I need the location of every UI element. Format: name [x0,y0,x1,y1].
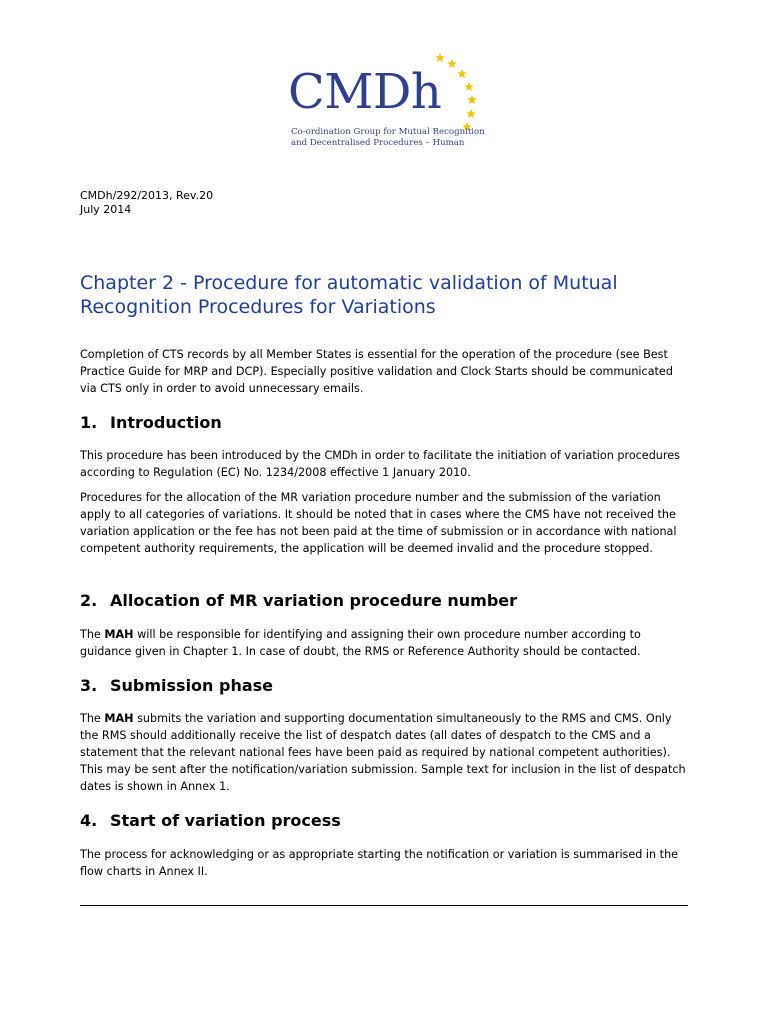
section-heading-start-of-variation [80,811,341,831]
cmdh-logo [258,40,518,190]
logo-wordmark: CMDh [288,64,442,120]
section-title: Allocation of MR variation procedure number [110,591,518,610]
chapter-title: Chapter 2 - Procedure for automatic validation of Mutual Recognition Procedures for Variations [80,272,618,318]
logo-subtitle-line1: Co-ordination Group for Mutual Recognition [291,127,485,137]
document-reference [80,189,213,217]
section-heading-introduction [80,413,222,433]
logo-subtitle [291,127,521,149]
introduction-paragraph-2: Procedures for the allocation of the MR variation procedure number and the submission of the variation apply to all categories of variations. It should be noted that in cases where the CMS have not received the variation application or the fee has not been paid at the time of submission or in accordance with national competent authority requirements, the application will be deemed invalid and the procedure stopped. [80,491,677,555]
star-icon [435,53,445,62]
text-run: The [80,628,105,641]
star-icon [447,59,457,68]
section-number: 4. [80,811,98,830]
document-date: July 2014 [80,203,132,216]
footer-divider [80,905,688,906]
text-run: submits the variation and supporting documentation simultaneously to the RMS and CMS. Only the RMS should additionally receive the list of despatch dates (all dates of despatch to the CMS and a statement that the relevant national fees have been paid as required by national competent authorities). This may be sent after the notification/variation submission. Sample text for inclusion in the list of despatch dates is shown in Annex 1. [80,712,686,793]
submission-paragraph [80,710,690,795]
intro-paragraph: Completion of CTS records by all Member States is essential for the operation of the procedure (see Best Practice Guide for MRP and DCP). Especially positive validation and Clock Starts should be communicated via CTS only in order to avoid unnecessary emails. [80,348,673,395]
section-title: Introduction [110,413,222,432]
star-icon [466,109,476,118]
section-number: 3. [80,676,98,695]
section-number: 2. [80,591,98,610]
section-heading-submission [80,676,273,696]
star-icon [457,69,467,78]
allocation-paragraph [80,626,690,660]
text-run: will be responsible for identifying and assigning their own procedure number according to guidance given in Chapter 1. In case of doubt, the RMS or Reference Authority should be contacted. [80,628,641,658]
introduction-paragraph-1: This procedure has been introduced by the CMDh in order to facilitate the initiation of variation procedures according to Regulation (EC) No. 1234/2008 effective 1 January 2010. [80,449,680,479]
text-run: The [80,712,105,725]
start-of-variation-paragraph: The process for acknowledging or as appropriate starting the notification or variation is summarised in the flow charts in Annex II. [80,848,679,878]
star-icon [464,82,474,91]
mah-term: MAH [104,712,134,725]
section-title: Start of variation process [110,811,341,830]
star-icon [467,95,477,104]
section-number: 1. [80,413,98,432]
section-heading-allocation [80,591,517,611]
logo-subtitle-line2: and Decentralised Procedures – Human [291,138,465,148]
mah-term: MAH [104,628,134,641]
document-id: CMDh/292/2013, Rev.20 [80,189,214,202]
section-title: Submission phase [110,676,274,695]
